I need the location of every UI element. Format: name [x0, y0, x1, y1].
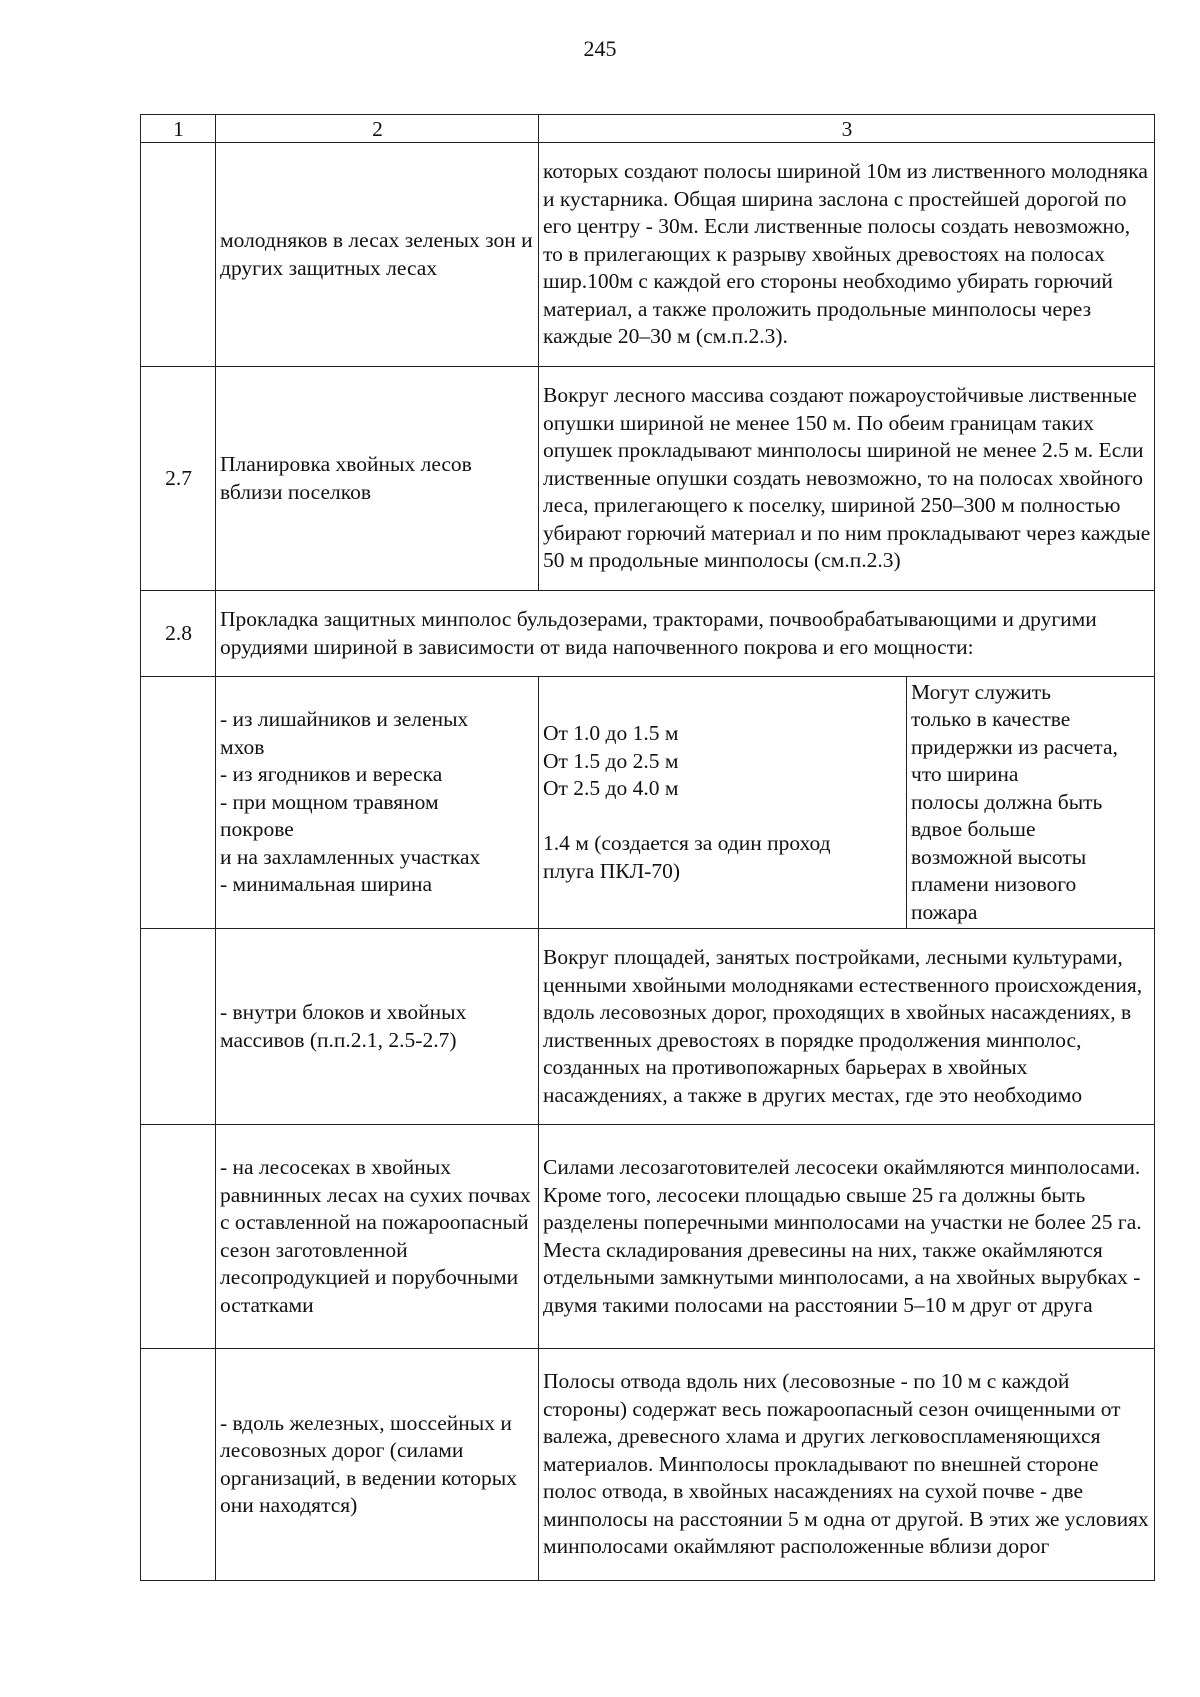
strip-note-line: придержки из расчета, — [911, 734, 1118, 759]
cover-type-list — [216, 677, 539, 929]
row-number: 2.7 — [141, 367, 216, 591]
page-number: 245 — [583, 36, 617, 61]
strip-note — [907, 677, 1155, 929]
row-number — [141, 929, 216, 1125]
fire-prevention-table — [140, 114, 1155, 1581]
table-row — [141, 143, 1155, 367]
row-measure-description: Вокруг лесного массива создают пожароустойчивые лиственные опушки шириной не менее 150 м. По обеим границам таких опушек прокладывают минполосы шириной не менее 2.5 м. Если лиственные опушки создать невозможно, то на полосах хвойного леса, прилегающего к поселку, шириной 250–300 м полностью убирают горючий материал и по ним прокладывают через каждые 50 м продольные минполосы (см.п.2.3) — [539, 367, 1155, 591]
table-row — [141, 677, 1155, 929]
strip-width-list — [539, 677, 907, 929]
table-row — [141, 591, 1155, 677]
strip-note-line: возможной высоты — [911, 844, 1087, 869]
row-number: 2.8 — [141, 591, 216, 677]
strip-width-item: От 2.5 до 4.0 м — [543, 776, 679, 800]
strip-note-line: Могут служить — [911, 679, 1051, 704]
table-row — [141, 1349, 1155, 1581]
strip-note-line: что ширина — [911, 762, 1019, 787]
table-row — [141, 929, 1155, 1125]
row-measure-name: - внутри блоков и хвойных массивов (п.п.2.1, 2.5-2.7) — [216, 929, 539, 1125]
row-measure-description: Прокладка защитных минполос бульдозерами, тракторами, почвообрабатывающими и другими орудиями шириной в зависимости от вида напочвенного покрова и его мощности: — [216, 591, 1155, 677]
row-measure-description: Вокруг площадей, занятых постройками, лесными культурами, ценными хвойными молодняками естественного происхождения, вдоль лесовозных дорог, проходящих в хвойных насаждениях, в лиственных древостоях в порядке продолжения минполос, созданных на противопожарных барьерах в хвойных насаждениях, а также в других местах, где это необходимо — [539, 929, 1155, 1125]
strip-width-item: плуга ПКЛ-70) — [543, 858, 680, 883]
cover-type-item: - из лишайников и зеленых — [220, 707, 469, 732]
row-measure-name: Планировка хвойных лесов вблизи поселков — [216, 367, 539, 591]
row-measure-description: которых создают полосы шириной 10м из лиственного молодняка и кустарника. Общая ширина заслона с простейшей дорогой по его центру - 30м. Если лиственные полосы создать невозможно, то в прилегающих к разрыву хвойных древостоях на полосах шир.100м с каждой его стороны необходимо убирать горючий материал, а также проложить продольные минполосы через каждые 20–30 м (см.п.2.3). — [539, 143, 1155, 367]
cover-type-item: - из ягодников и вереска — [220, 762, 443, 787]
row-measure-name: молодняков в лесах зеленых зон и других защитных лесах — [216, 143, 539, 367]
table-row — [141, 1125, 1155, 1349]
row-number — [141, 1125, 216, 1349]
cover-type-item: - минимальная ширина — [220, 872, 433, 897]
header-col-3: 3 — [539, 115, 1155, 143]
row-number — [141, 1349, 216, 1581]
header-col-2: 2 — [216, 115, 539, 143]
strip-width-item: 1.4 м (создается за один проход — [543, 831, 831, 855]
row-measure-name: - вдоль железных, шоссейных и лесовозных дорог (силами организаций, в ведении которых они находятся) — [216, 1349, 539, 1581]
strip-note-line: только в качестве — [911, 707, 1071, 732]
table-header-row — [141, 115, 1155, 143]
strip-width-item — [543, 803, 903, 831]
strip-note-line: пламени низового — [911, 872, 1077, 897]
cover-type-item: - при мощном травяном — [220, 789, 439, 814]
strip-note-line: пожара — [911, 899, 978, 924]
cover-type-item: покрове — [220, 817, 294, 842]
strip-width-item: От 1.5 до 2.5 м — [543, 748, 679, 773]
row-measure-name: - на лесосеках в хвойных равнинных лесах на сухих почвах с оставленной на пожароопасный сезон заготовленной лесопродукцией и порубочными остатками — [216, 1125, 539, 1349]
strip-note-line: вдвое больше — [911, 817, 1036, 842]
row-measure-description: Силами лесозаготовителей лесосеки окаймляются минполосами. Кроме того, лесосеки площадью свыше 25 га должны быть разделены поперечными минполосами на участки не более 25 га. Места складирования древесины на них, также окаймляются отдельными замкнутыми минполосами, а на хвойных вырубках - двумя такими полосами на расстоянии 5–10 м друг от друга — [539, 1125, 1155, 1349]
cover-type-item: мхов — [220, 734, 265, 759]
row-measure-description: Полосы отвода вдоль них (лесовозные - по 10 м с каждой стороны) содержат весь пожароопасный сезон очищенными от валежа, древесного хлама и других легковоспламеняющихся материалов. Минполосы прокладывают по внешней стороне полос отвода, в хвойных насаждениях на сухой почве - две минполосы на расстоянии 5 м одна от другой. В этих же условиях минполосами окаймляют расположенные вблизи дорог — [539, 1349, 1155, 1581]
strip-note-line: полосы должна быть — [911, 789, 1103, 814]
strip-width-item: От 1.0 до 1.5 м — [543, 721, 679, 745]
header-col-1: 1 — [141, 115, 216, 143]
cover-type-item: и на захламленных участках — [220, 844, 481, 869]
row-number — [141, 677, 216, 929]
row-number — [141, 143, 216, 367]
table-row — [141, 367, 1155, 591]
